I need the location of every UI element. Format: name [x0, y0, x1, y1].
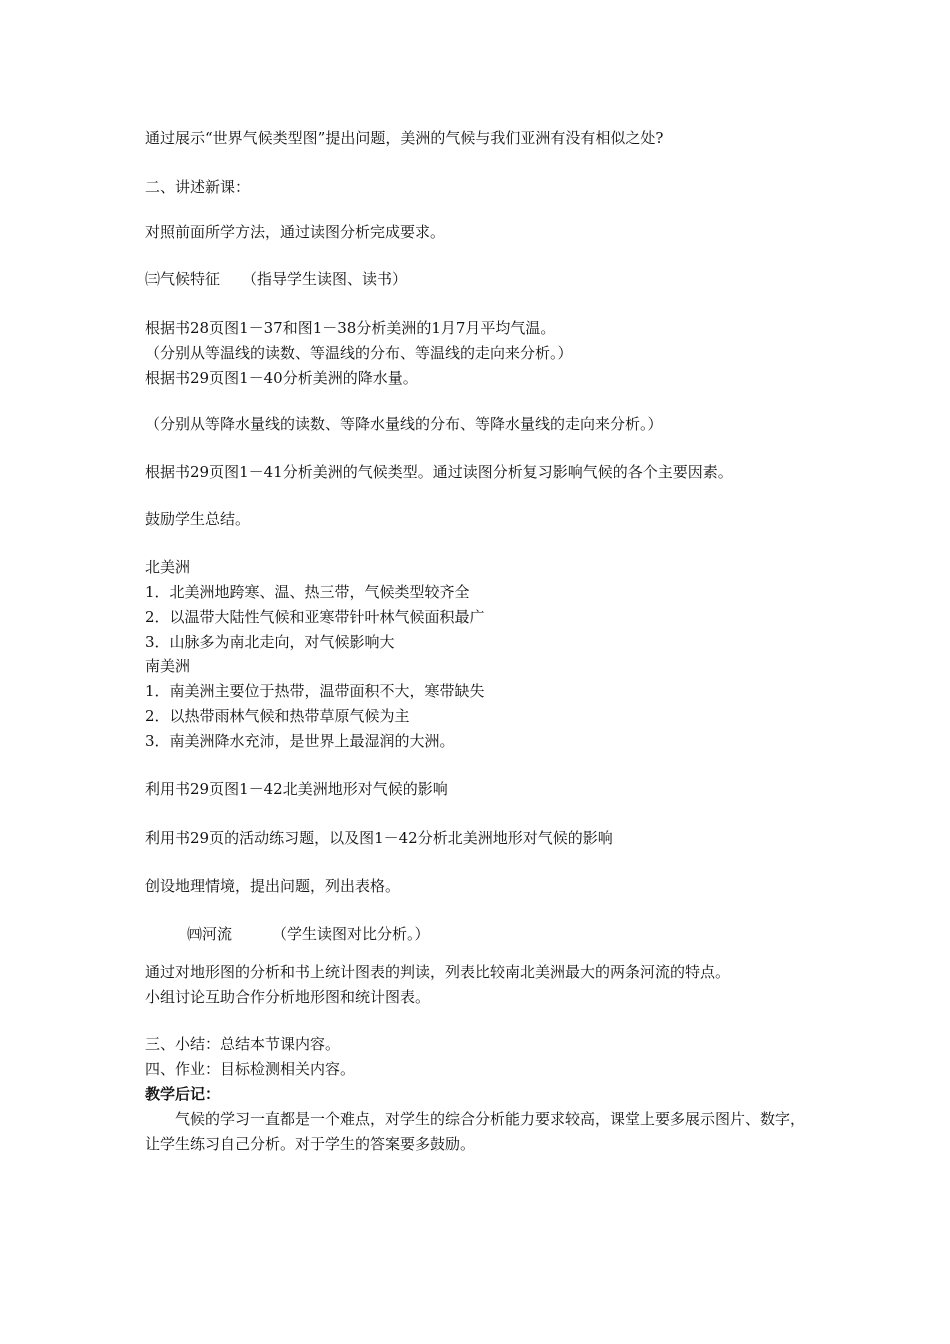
north-america-item: 1．北美洲地跨寒、温、热三带，气候类型较齐全	[145, 583, 470, 601]
teaching-notes-body: 气候的学习一直都是一个难点，对学生的综合分析能力要求较高，课堂上要多展示图片、数字，让学生练习自己分析。对于学生的答案要多鼓励。	[145, 1110, 806, 1153]
climate-heading-label: ㈢气候特征	[145, 270, 221, 288]
south-america-title: 南美洲	[145, 657, 191, 675]
river-line-one: 通过对地形图的分析和书上统计图表的判读，列表比较南北美洲最大的两条河流的特点。	[145, 963, 731, 981]
south-america-item: 2．以热带雨林气候和热带草原气候为主	[145, 707, 410, 725]
climate-heading-note: （指导学生读图、读书）	[242, 270, 408, 288]
summary-line: 三、小结：总结本节课内容。	[145, 1035, 341, 1053]
homework-line: 四、作业：目标检测相关内容。	[145, 1060, 356, 1078]
method-paragraph: 对照前面所学方法，通过读图分析完成要求。	[145, 223, 446, 241]
south-america-item: 1．南美洲主要位于热带，温带面积不大，寒带缺失	[145, 682, 485, 700]
precipitation-note: （分别从等降水量线的读数、等降水量线的分布、等降水量线的走向来分析。）	[145, 415, 663, 433]
river-heading	[187, 922, 430, 947]
teaching-notes-title: 教学后记：	[145, 1085, 221, 1103]
climate-heading	[145, 267, 407, 292]
use-line-two: 利用书29页的活动练习题，以及图1－42分析北美洲地形对气候的影响	[145, 829, 613, 847]
section-two-heading: 二、讲述新课：	[145, 178, 251, 196]
north-america-title: 北美洲	[145, 558, 191, 576]
precipitation-line: 根据书29页图1－40分析美洲的降水量。	[145, 369, 418, 387]
temperature-line: 根据书28页图1－37和图1－38分析美洲的1月7月平均气温。	[145, 319, 556, 337]
north-america-item: 2．以温带大陆性气候和亚寒带针叶林气候面积最广	[145, 608, 485, 626]
encourage-line: 鼓励学生总结。	[145, 510, 251, 528]
south-america-item: 3．南美洲降水充沛，是世界上最湿润的大洲。	[145, 732, 455, 750]
create-line: 创设地理情境，提出问题，列出表格。	[145, 877, 401, 895]
use-line-one: 利用书29页图1－42北美洲地形对气候的影响	[145, 780, 448, 798]
climate-type-line: 根据书29页图1－41分析美洲的气候类型。通过读图分析复习影响气候的各个主要因素。	[145, 463, 733, 481]
intro-paragraph: 通过展示“世界气候类型图”提出问题，美洲的气候与我们亚洲有没有相似之处?	[145, 129, 664, 147]
river-line-two: 小组讨论互助合作分析地形图和统计图表。	[145, 988, 431, 1006]
river-heading-note: （学生读图对比分析。）	[272, 925, 430, 943]
river-heading-label: ㈣河流	[187, 925, 233, 943]
temperature-note: （分别从等温线的读数、等温线的分布、等温线的走向来分析。）	[145, 344, 573, 362]
north-america-item: 3．山脉多为南北走向，对气候影响大	[145, 633, 395, 651]
